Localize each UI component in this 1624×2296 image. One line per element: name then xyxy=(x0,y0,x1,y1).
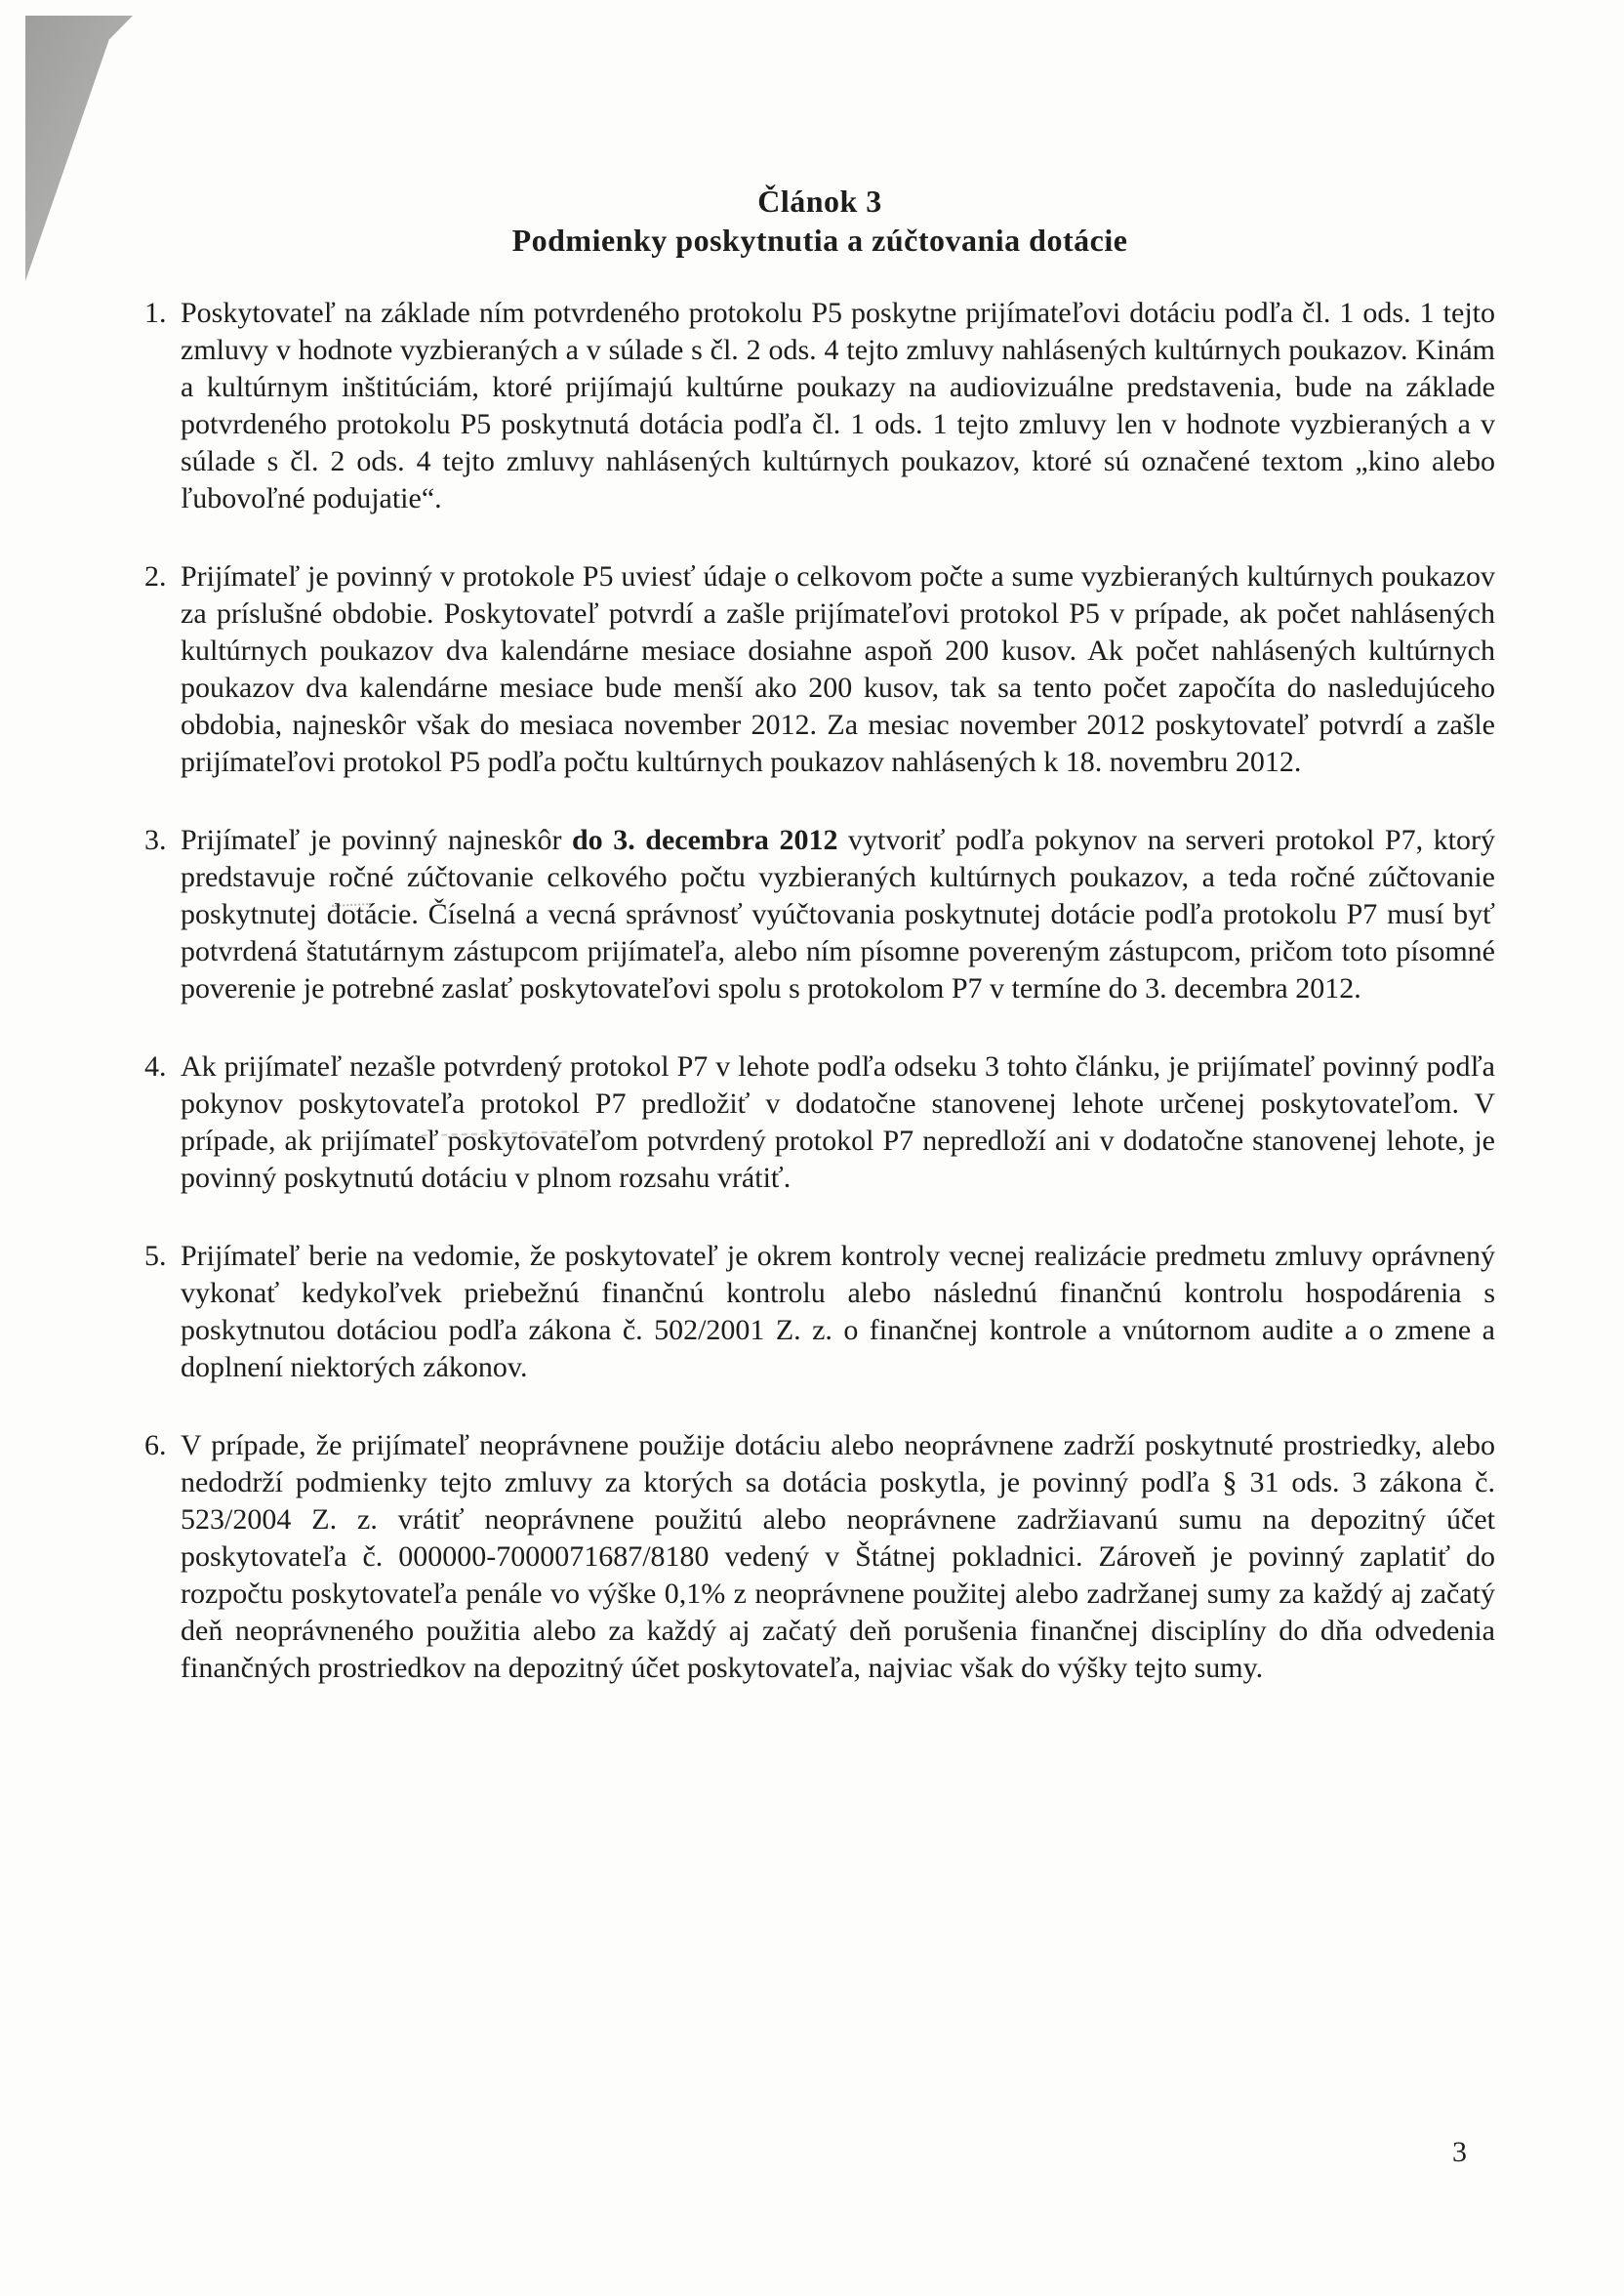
numbered-paragraph xyxy=(144,1048,1495,1197)
article-heading-line2: Podmienky poskytnutia a zúčtovania dotácie xyxy=(511,223,1128,258)
numbered-paragraph xyxy=(144,822,1495,1007)
paragraph-number: 3. xyxy=(144,824,167,856)
paragraph-list xyxy=(144,295,1495,1687)
paragraph-number: 4. xyxy=(144,1050,167,1083)
paragraph-text: Ak prijímateľ nezašle potvrdený protokol P7 v lehote podľa odseku 3 tohto článku, je prijímateľ povinný podľa pokynov poskytovateľa protokol P7 predložiť v dodatočne stanovenej lehote určenej poskytovateľom. V prípade, ak prijímateľ poskytovateľom potvrdený protokol P7 nepredloží ani v dodatočne stanovenej lehote, je povinný poskytnutú dotáciu v plnom rozsahu vrátiť. xyxy=(181,1050,1495,1194)
paragraph-text: Poskytovateľ na základe ním potvrdeného protokolu P5 poskytne prijímateľovi dotáciu podľa čl. 1 ods. 1 tejto zmluvy v hodnote vyzbieraných a v súlade s čl. 2 ods. 4 tejto zmluvy nahlásených kultúrnych poukazov. Kinám a kultúrnym inštitúciám, ktoré prijímajú kultúrne poukazy na audiovizuálne predstavenia, bude na základe potvrdeného protokolu P5 poskytnutá dotácia podľa čl. 1 ods. 1 tejto zmluvy len v hodnote vyzbieraných a v súlade s čl. 2 ods. 4 tejto zmluvy nahlásených kultúrnych poukazov, ktoré sú označené textom „kino alebo ľubovoľné podujatie“. xyxy=(181,297,1495,514)
document-body xyxy=(144,182,1495,1687)
paragraph-text: Prijímateľ je povinný najneskôr do 3. decembra 2012 vytvoriť podľa pokynov na serveri protokol P7, ktorý predstavuje ročné zúčtovanie celkového počtu vyzbieraných kultúrnych poukazov, a teda ročné zúčtovanie poskytnutej dotácie. Číselná a vecná správnosť vyúčtovania poskytnutej dotácie podľa protokolu P7 musí byť potvrdená štatutárnym zástupcom prijímateľa, alebo ním písomne povereným zástupcom, pričom toto písomné poverenie je potrebné zaslať poskytovateľovi spolu s protokolom P7 v termíne do 3. decembra 2012. xyxy=(181,824,1495,1004)
paragraph-number: 1. xyxy=(144,297,167,329)
numbered-paragraph xyxy=(144,1238,1495,1386)
paragraph-number: 5. xyxy=(144,1240,167,1272)
paragraph-text: Prijímateľ je povinný v protokole P5 uviesť údaje o celkovom počte a sume vyzbieraných kultúrnych poukazov za príslušné obdobie. Poskytovateľ potvrdí a zašle prijímateľovi protokol P5 v prípade, ak počet nahlásených kultúrnych poukazov dva kalendárne mesiace dosiahne aspoň 200 kusov. Ak počet nahlásených kultúrnych poukazov dva kalendárne mesiace bude menší ako 200 kusov, tak sa tento počet započíta do nasledujúceho obdobia, najneskôr však do mesiaca november 2012. Za mesiac november 2012 poskytovateľ potvrdí a zašle prijímateľovi protokol P5 podľa počtu kultúrnych poukazov nahlásených k 18. novembru 2012. xyxy=(181,560,1495,778)
paragraph-number: 6. xyxy=(144,1429,167,1461)
paragraph-text: Prijímateľ berie na vedomie, že poskytovateľ je okrem kontroly vecnej realizácie predmetu zmluvy oprávnený vykonať kedykoľvek priebežnú finančnú kontrolu alebo následnú finančnú kontrolu hospodárenia s poskytnutou dotáciou podľa zákona č. 502/2001 Z. z. o finančnej kontrole a vnútornom audite a o zmene a doplnení niektorých zákonov. xyxy=(181,1240,1495,1383)
scan-smudge xyxy=(332,895,371,907)
page-number: 3 xyxy=(1452,2136,1467,2168)
paragraph-number: 2. xyxy=(144,560,167,593)
numbered-paragraph xyxy=(144,1427,1495,1687)
numbered-paragraph xyxy=(144,295,1495,517)
paragraph-text: V prípade, že prijímateľ neoprávnene použije dotáciu alebo neoprávnene zadrží poskytnuté prostriedky, alebo nedodrží podmienky tejto zmluvy za ktorých sa dotácia poskytla, je povinný podľa § 31 ods. 3 zákona č. 523/2004 Z. z. vrátiť neoprávnene použitú alebo neoprávnene zadržiavanú sumu na depozitný účet poskytovateľa č. 000000-7000071687/8180 vedený v Štátnej pokladnici. Zároveň je povinný zaplatiť do rozpočtu poskytovateľa penále vo výške 0,1% z neoprávnene použitej alebo zadržanej sumy za každý aj začatý deň neoprávneného použitia alebo za každý aj začatý deň porušenia finančnej disciplíny do dňa odvedenia finančných prostriedkov na depozitný účet poskytovateľa, najviac však do výšky tejto sumy. xyxy=(181,1429,1495,1684)
article-heading-line1: Článok 3 xyxy=(757,184,882,219)
article-heading xyxy=(144,182,1495,260)
numbered-paragraph xyxy=(144,558,1495,781)
scan-corner-shadow xyxy=(25,16,133,281)
